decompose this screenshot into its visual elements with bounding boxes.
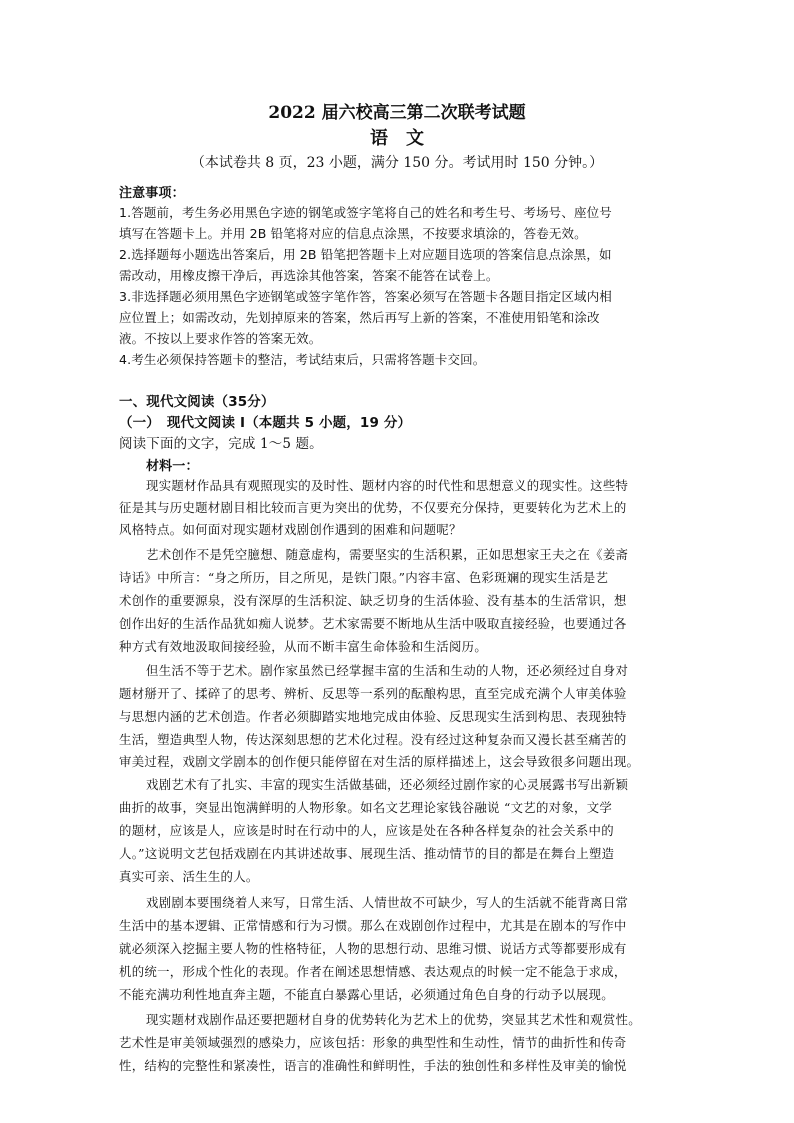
notes-line: 需改动，用橡皮擦干净后，再选涂其他答案，答案不能答在试卷上。 xyxy=(119,268,499,283)
paragraph-line: 机的统一，形成个性化的表现。作者在阐述思想情感、表达观点的时候一定不能急于求成， xyxy=(119,964,627,979)
material-label: 材料一： xyxy=(146,459,199,474)
paragraph-line: 不能充满功利性地直奔主题，不能直白暴露心里话，必须通过角色自身的行动予以展现。 xyxy=(119,987,614,1002)
paragraph-line: 艺术性是审美领域强烈的感染力，应该包括：形象的典型性和生动性，情节的曲折性和传奇 xyxy=(119,1035,627,1050)
paragraph-line: 与思想内涵的艺术创造。作者必须脚踏实地地完成由体验、反思现实生活到构思、表现独特 xyxy=(119,709,627,724)
paragraph-line: 征是其与历史题材剧目相比较而言更为突出的优势，不仅要充分保持，更要转化为艺术上的 xyxy=(119,500,627,515)
notes-line: 2.选择题每小题选出答案后，用 2B 铅笔把答题卡上对应题目选项的答案信息点涂黑，如 xyxy=(119,247,612,262)
paragraph-line: 术创作的重要源泉，没有深厚的生活积淀、缺乏切身的生活体验、没有基本的生活常识，想 xyxy=(119,593,627,608)
paragraph-line: 性，结构的完整性和紧凑性，语言的准确性和鲜明性，手法的独创性和多样性及审美的愉悦 xyxy=(119,1058,627,1073)
paragraph-line: 曲折的故事，突显出饱满鲜明的人物形象。如名文艺理论家钱谷融说 “文艺的对象，文学 xyxy=(119,800,613,815)
exam-title: 2022 届六校高三第二次联考试题 xyxy=(268,103,526,123)
notes-line: 应位置上；如需改动，先划掉原来的答案，然后再写上新的答案，不准使用铅笔和涂改 xyxy=(119,310,600,325)
notes-line: 填写在答题卡上。并用 2B 铅笔将对应的信息点涂黑，不按要求填涂的，答卷无效。 xyxy=(119,226,587,241)
paragraph-line: 创作出好的生活作品犹如痴人说梦。艺术家需要不断地从生活中吸取直接经验，也要通过各 xyxy=(119,616,627,631)
paragraph-line: 生活中的基本逻辑、正常情感和行为习惯。那么在戏剧创作过程中，尤其是在剧本的写作中 xyxy=(119,918,627,933)
paragraph-line: 戏剧艺术有了扎实、丰富的现实生活做基础，还必须经过剧作家的心灵展露书写出新颖 xyxy=(146,777,629,792)
subject-title: 语 文 xyxy=(370,128,424,149)
paragraph-line: 现实题材戏剧作品还要把题材自身的优势转化为艺术上的优势，突显其艺术性和观赏性。 xyxy=(146,1012,641,1027)
section-subheading: （一） 现代文阅读 I（本题共 5 小题，19 分） xyxy=(119,415,412,431)
notes-line: 3.非选择题必须用黑色字迹钢笔或签字笔作答，答案必须写在答题卡各题目指定区域内相 xyxy=(119,289,612,304)
paragraph-line: 种方式有效地汲取间接经验，从而不断丰富生命体验和生活阅历。 xyxy=(119,639,488,654)
notes-line: 4.考生必须保持答题卡的整洁，考试结束后，只需将答题卡交回。 xyxy=(119,352,486,367)
notes-line: 1.答题前，考生务必用黑色字迹的钢笔或签字笔将自己的姓名和考生号、考场号、座位号 xyxy=(119,205,612,220)
exam-info: （本试卷共 8 页，23 小题，满分 150 分。考试用时 150 分钟。） xyxy=(190,155,604,171)
paragraph-line: 现实题材作品具有观照现实的及时性、题材内容的时代性和思想意义的现实性。这些特 xyxy=(146,478,629,493)
paragraph-line: 审美过程，戏剧文学剧本的创作便只能停留在对生活的原样描述上，这会导致很多问题出现。 xyxy=(119,754,640,769)
paragraph-line: 生活，塑造典型人物，传达深刻思想的艺术化过程。没有经过这种复杂而又漫长甚至痛苦的 xyxy=(119,732,627,747)
paragraph-line: 题材掰开了、揉碎了的思考、辨析、反思等一系列的酝酿构思，直至完成充满个人审美体验 xyxy=(119,686,627,701)
paragraph-line: 艺术创作不是凭空臆想、随意虚构，需要坚实的生活积累，正如思想家王夫之在《姜斋 xyxy=(146,547,629,562)
paragraph-line: 人。”这说明文艺包括戏剧在内其讲述故事、展现生活、推动情节的目的都是在舞台上塑造 xyxy=(119,846,615,861)
paragraph-line: 但生活不等于艺术。剧作家虽然已经掌握丰富的生活和生动的人物，还必须经过自身对 xyxy=(146,663,629,678)
reading-instruction: 阅读下面的文字，完成 1～5 题。 xyxy=(119,436,323,452)
notes-heading: 注意事项： xyxy=(119,186,185,201)
paragraph-line: 就必须深入挖掘主要人物的性格特征，人物的思想行动、思维习惯、说话方式等都要形成有 xyxy=(119,941,627,956)
paragraph-line: 诗话》中所言：“身之所历，目之所见，是铁门限。”内容丰富、色彩斑斓的现实生活是艺 xyxy=(119,570,609,585)
paragraph-line: 风格特点。如何面对现实题材戏剧创作遇到的困难和问题呢？ xyxy=(119,522,462,537)
section-heading: 一、现代文阅读（35分） xyxy=(119,394,275,410)
notes-line: 液。不按以上要求作答的答案无效。 xyxy=(119,331,322,346)
paragraph-line: 的题材，应该是人，应该是时时在行动中的人，应该是处在各种各样复杂的社会关系中的 xyxy=(119,823,614,838)
paragraph-line: 真实可亲、活生生的人。 xyxy=(119,869,259,884)
paragraph-line: 戏剧剧本要围绕着人来写，日常生活、人情世故不可缺少，写人的生活就不能背离日常 xyxy=(146,895,629,910)
